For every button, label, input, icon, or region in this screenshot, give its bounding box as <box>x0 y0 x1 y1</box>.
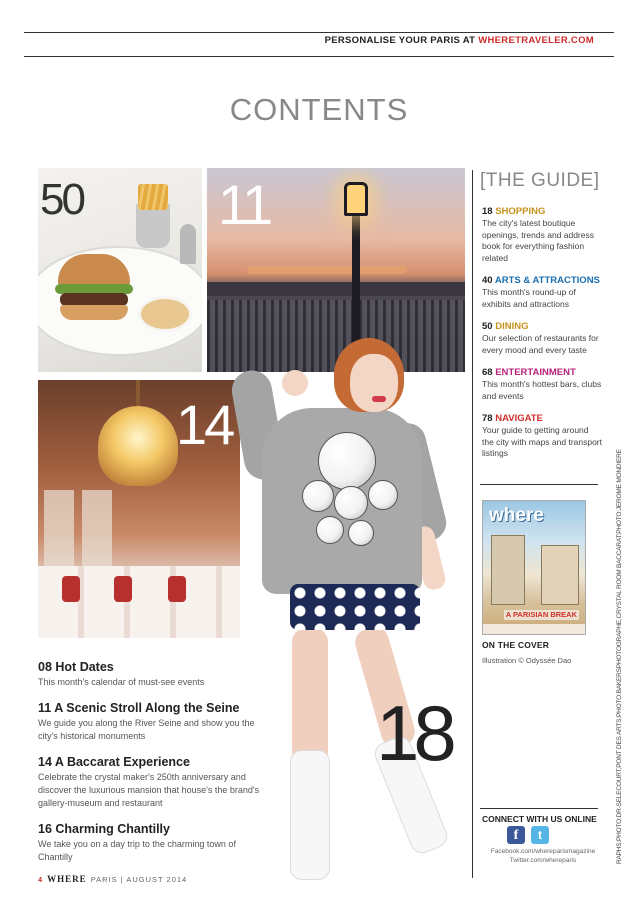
guide-item-desc: This month's round-up of exhibits and attractions <box>482 287 576 309</box>
guide-item-category: DINING <box>495 321 529 332</box>
window-shape <box>44 490 74 570</box>
guide-separator <box>480 484 598 485</box>
connect-title: CONNECT WITH US ONLINE <box>482 814 597 824</box>
feature-item-baccarat[interactable] <box>38 755 268 810</box>
feature-list <box>38 660 268 876</box>
guide-item-arts[interactable] <box>482 275 602 310</box>
salad-bowl-shape <box>138 296 192 332</box>
guide-divider <box>472 170 473 878</box>
guide-item-page: 50 <box>482 321 493 332</box>
guide-title: [THE GUIDE] <box>480 170 600 191</box>
golf-ball-icon <box>368 480 398 510</box>
footer-brand: WHERE <box>47 874 87 884</box>
fries-shape <box>138 184 168 210</box>
chair-shape <box>62 576 80 602</box>
guide-item-page: 68 <box>482 367 493 378</box>
connect-separator <box>480 808 598 809</box>
model-shorts <box>290 584 420 630</box>
twitter-link[interactable]: Twitter.com/whereparis <box>509 857 577 864</box>
feature-title: Hot Dates <box>55 660 114 674</box>
guide-list <box>482 206 602 471</box>
guide-item-navigate[interactable] <box>482 413 602 460</box>
header-promo <box>325 35 594 46</box>
feature-page: 11 <box>38 701 52 715</box>
guide-item-page: 78 <box>482 413 493 424</box>
cover-strip <box>483 624 586 634</box>
bridge-shape <box>207 282 465 296</box>
footer-issue: PARIS | AUGUST 2014 <box>90 875 188 884</box>
social-icons <box>507 826 549 844</box>
guide-item-desc: The city's latest boutique openings, trends and address book for everything fashion related <box>482 218 594 263</box>
guide-item-page: 40 <box>482 275 493 286</box>
guide-item-category: ARTS & ATTRACTIONS <box>494 275 600 286</box>
model-face <box>350 354 398 412</box>
cover-building-shape <box>541 545 579 605</box>
feature-desc: Celebrate the crystal maker's 250th anniversary and discover the luxurious mansion that house's the brand's gallery-museum and restaurant <box>38 772 260 808</box>
golf-ball-icon <box>316 516 344 544</box>
street-lamp-icon <box>344 182 368 216</box>
guide-item-page: 18 <box>482 206 493 217</box>
model-hand-left <box>282 370 308 396</box>
guide-item-desc: Your guide to getting around the city with maps and transport listings <box>482 425 603 458</box>
fries-cup-shape <box>136 204 170 248</box>
guide-item-desc: Our selection of restaurants for every mood and every taste <box>482 333 599 355</box>
facebook-link[interactable]: Facebook.com/whereparismagazine <box>490 848 596 855</box>
cover-logo: where <box>489 505 544 526</box>
photo-number-cover: 18 <box>376 689 451 777</box>
promo-text: PERSONALISE YOUR PARIS AT <box>324 35 479 46</box>
header-rule <box>24 56 614 57</box>
guide-item-dining[interactable] <box>482 321 602 356</box>
photo-credit-vertical <box>616 449 628 864</box>
facebook-icon[interactable]: f <box>507 826 525 844</box>
chair-shape <box>114 576 132 602</box>
guide-item-category: NAVIGATE <box>495 413 543 424</box>
model-lips <box>372 396 386 402</box>
feature-title: Charming Chantilly <box>55 822 170 836</box>
feature-page: 16 <box>38 822 52 836</box>
photo-number-food: 50 <box>40 175 83 224</box>
guide-item-desc: This month's hottest bars, clubs and events <box>482 379 602 401</box>
cover-thumbnail[interactable] <box>482 500 586 635</box>
model-sock-left <box>290 750 330 880</box>
guide-item-category: ENTERTAINMENT <box>495 367 576 378</box>
guide-item-shopping[interactable] <box>482 206 602 264</box>
on-cover-credit: Illustration © Odyssée Dao <box>482 656 572 665</box>
salt-shaker-shape <box>180 224 196 264</box>
feature-item-seine[interactable] <box>38 701 268 743</box>
promo-url-link[interactable]: WHERETRAVELER.COM <box>478 35 594 46</box>
photo-number-seine: 11 <box>218 173 271 236</box>
golf-ball-icon <box>302 480 334 512</box>
twitter-icon[interactable]: t <box>531 826 549 844</box>
top-rule <box>24 32 614 33</box>
guide-item-category: SHOPPING <box>495 206 546 217</box>
feature-title: A Baccarat Experience <box>54 755 190 769</box>
photo-credit-text: RAPHS:PHOTO:DR-SELECOURT,PONT DES ARTS:PHOTO:BAKERSPHOTOGRAPHE,CRYSTAL ROOM BACCARAT:PHOTO:JEROME MONDIERE <box>616 449 623 864</box>
feature-item-hot-dates[interactable] <box>38 660 268 689</box>
page-footer <box>38 874 187 884</box>
on-cover-title: ON THE COVER <box>482 640 550 650</box>
golf-ball-icon <box>318 432 376 490</box>
sunset-glow-shape <box>247 266 407 274</box>
cover-building-shape <box>491 535 525 605</box>
guide-item-entertainment[interactable] <box>482 367 602 402</box>
page-title: CONTENTS <box>229 92 409 127</box>
golf-ball-icon <box>348 520 374 546</box>
burger-shape <box>58 254 130 324</box>
page-number: 4 <box>38 875 44 884</box>
feature-desc: We take you on a day trip to the charming town of Chantilly <box>38 839 236 862</box>
feature-page: 14 <box>38 755 52 769</box>
feature-desc: We guide you along the River Seine and show you the city's historical monuments <box>38 718 255 741</box>
model-leg-left <box>292 628 328 766</box>
photo-number-baccarat: 14 <box>176 393 233 456</box>
feature-item-chantilly[interactable] <box>38 822 268 864</box>
golf-ball-icon <box>334 486 368 520</box>
feature-title: A Scenic Stroll Along the Seine <box>54 701 240 715</box>
feature-page: 08 <box>38 660 52 674</box>
cover-burst-label: A PARISIAN BREAK <box>505 610 577 619</box>
chair-shape <box>168 576 186 602</box>
feature-desc: This month's calendar of must-see events <box>38 677 205 687</box>
